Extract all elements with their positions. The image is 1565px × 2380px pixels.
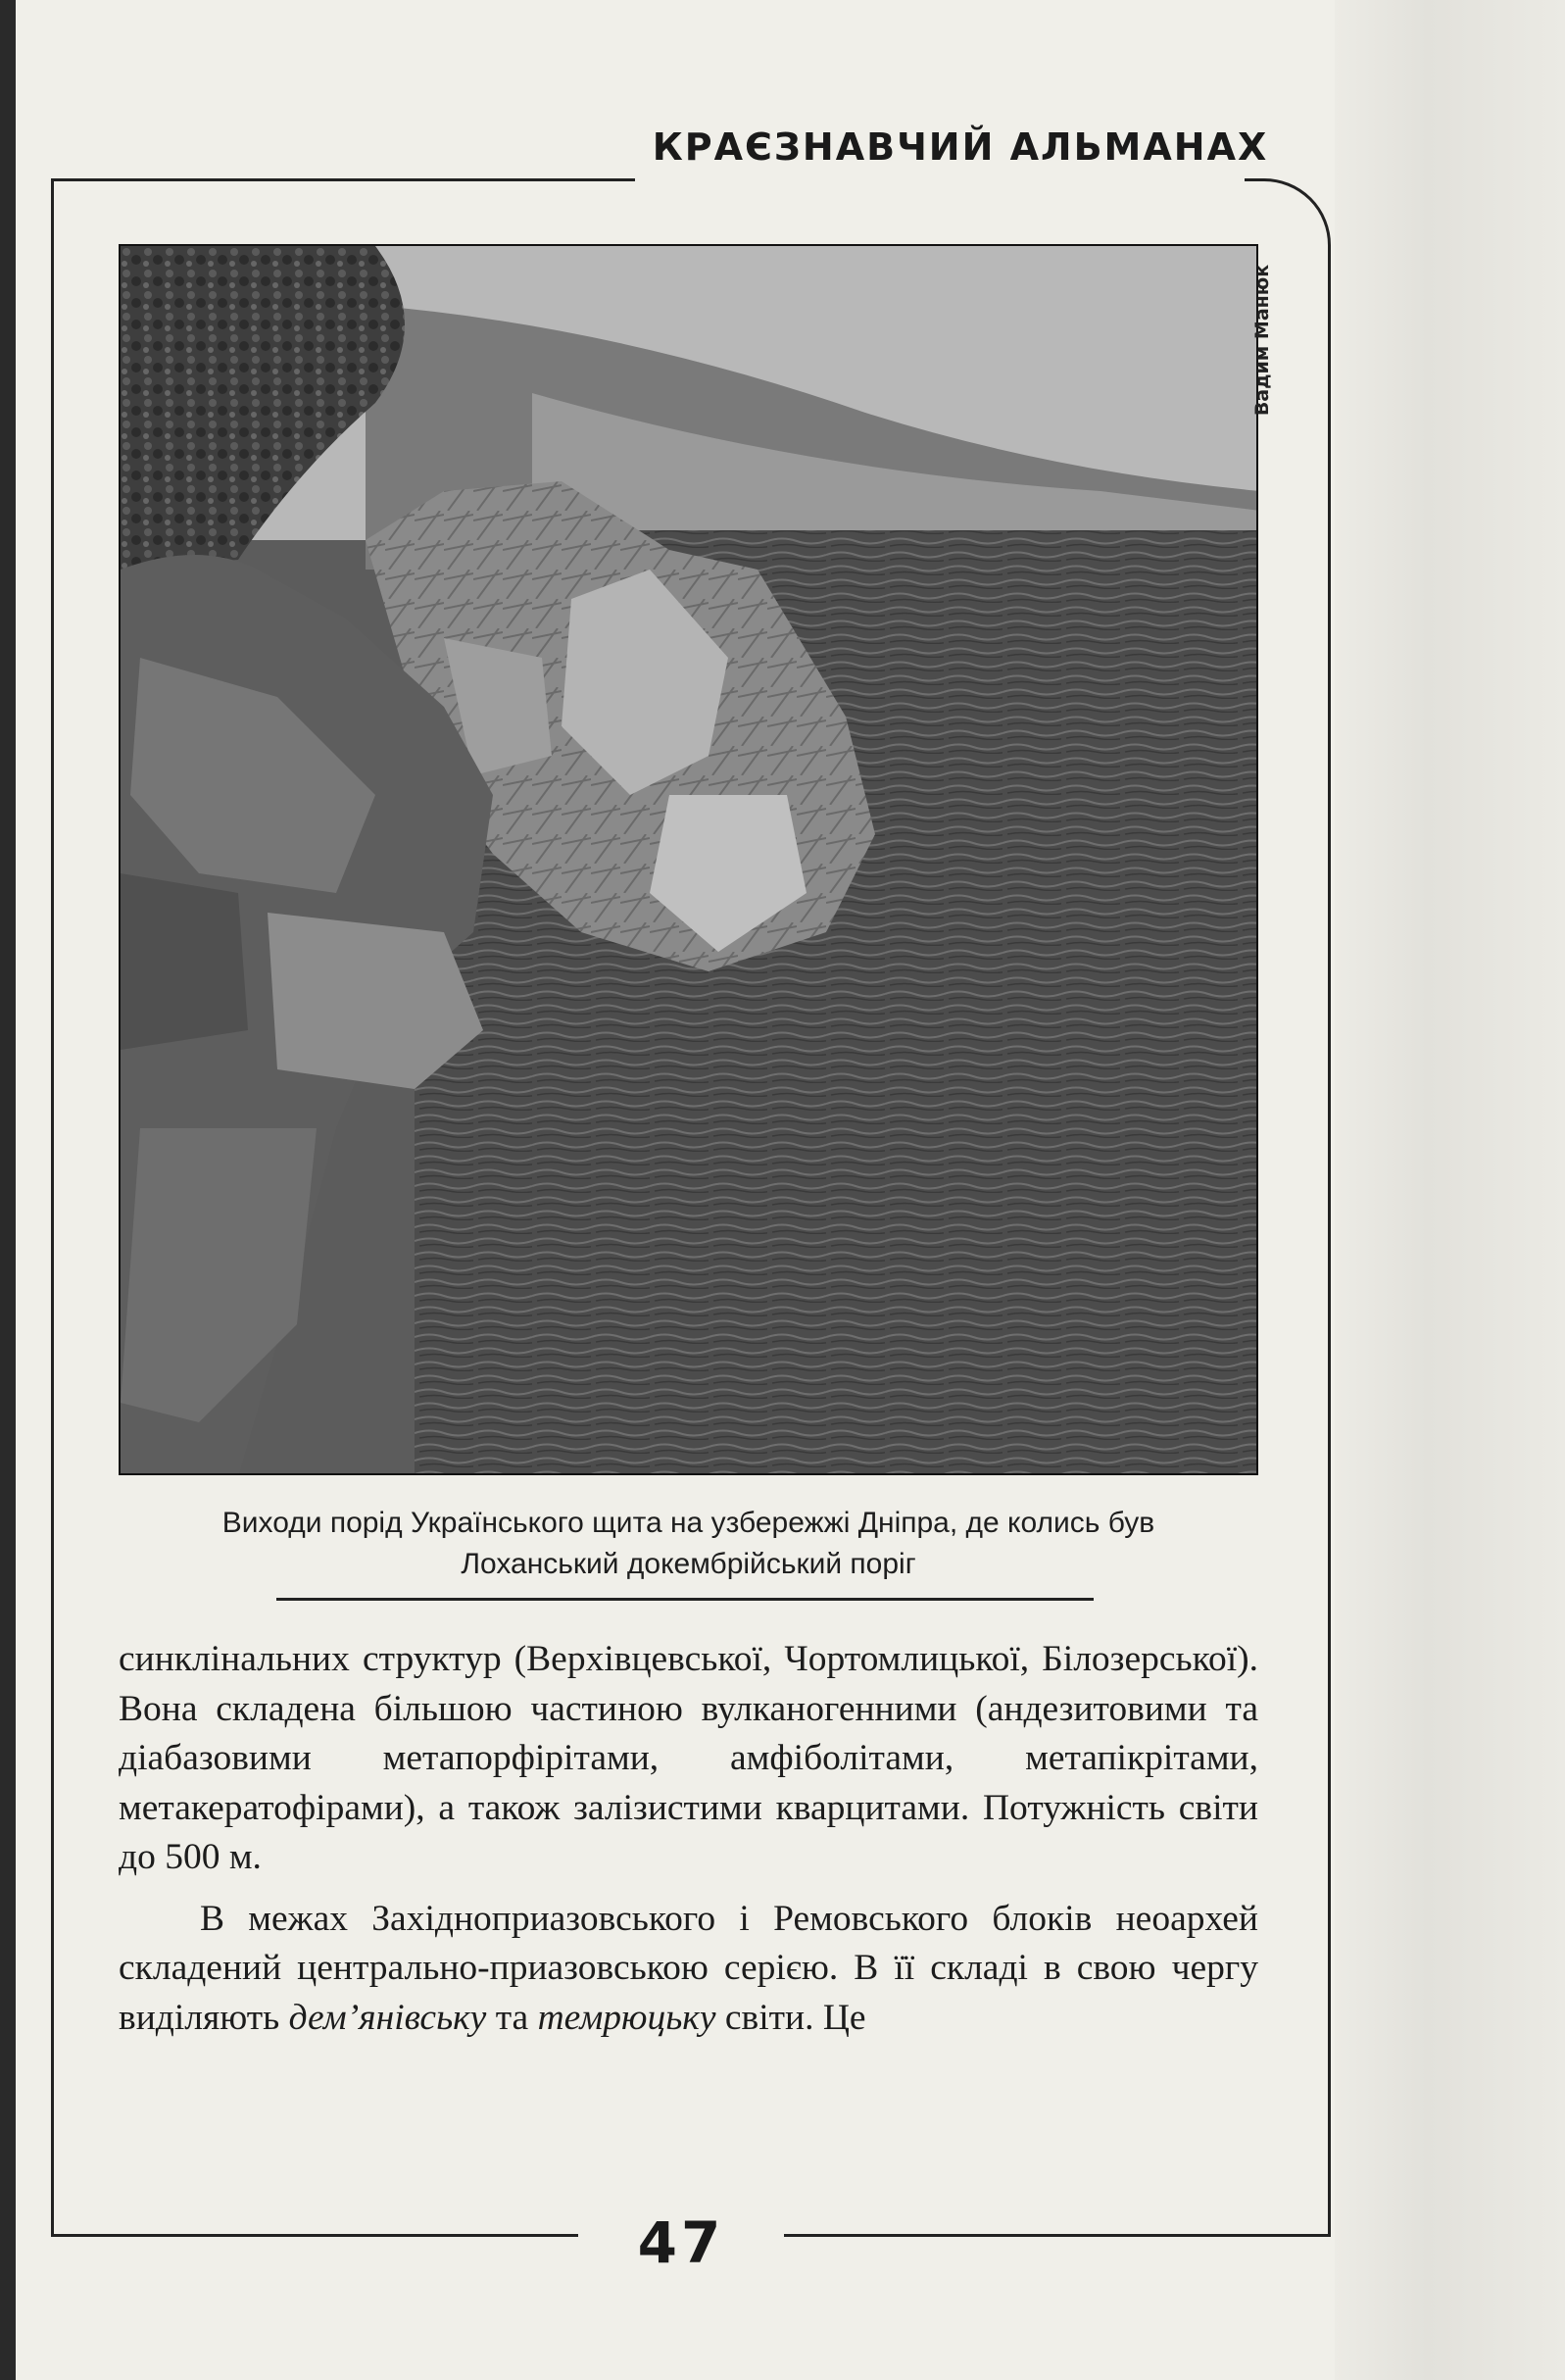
caption-divider	[276, 1598, 1094, 1601]
page-bleed-through	[1335, 0, 1565, 2380]
suite-name-temriutska: темрюцьку	[537, 1997, 716, 2038]
paragraph-2-start: В межах Західноприазовського і Ремовського блоків неоархей складений центрально-приазовською серією. В її складі в свою чергу виділяють	[119, 1898, 1258, 2038]
running-header: КРАЄЗНАВЧИЙ АЛЬМАНАХ	[652, 125, 1269, 169]
paragraph-2-mid: та	[486, 1997, 538, 2038]
suite-name-demianivska: дем’янівську	[288, 1997, 487, 2038]
paragraph-2-end: світи. Це	[715, 1997, 866, 2038]
binding-edge	[0, 0, 16, 2380]
body-text	[119, 1635, 1258, 2043]
photo-caption	[119, 1503, 1258, 1585]
rocky-shore-photo	[119, 244, 1258, 1475]
frame-gap-top	[635, 174, 1245, 186]
paragraph-1: синклінальних структур (Верхівцевської, Чортомлицької, Білозерської). Вона складена більшою частиною вулканогенними (андезитовими та діабазовими метапорфірітами, амфіболітами, метапікрітами, метакератофірами), а також залізистими кварцитами. Потужність світи до 500 м.	[119, 1639, 1258, 1877]
photo-credit: Вадим Манюк	[1251, 264, 1273, 417]
paragraph-2	[119, 1895, 1258, 2044]
page-number: 47	[637, 2209, 725, 2276]
caption-line-1: Виходи порід Українського щита на узбережжі Дніпра, де колись був	[221, 1507, 1155, 1539]
caption-line-2: Лоханський докембрійський поріг	[461, 1548, 916, 1580]
